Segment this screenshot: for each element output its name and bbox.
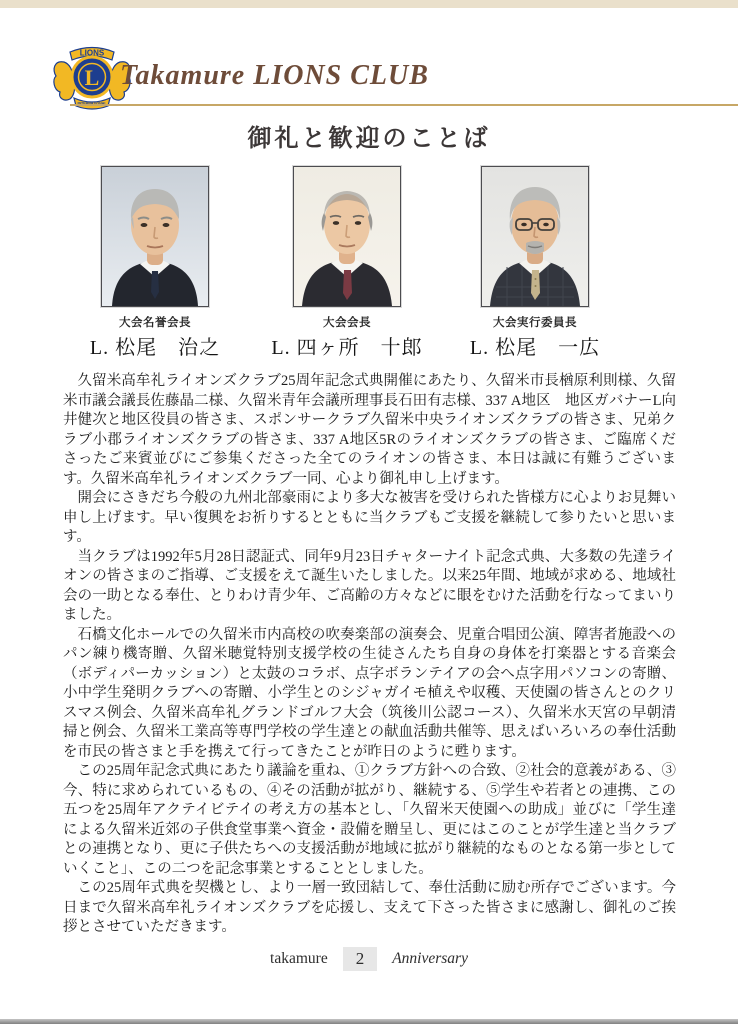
paragraph: この25周年式典を契機とし、より一層一致団結して、奉仕活動に励む所存でございます。今日まで久留米高牟礼ライオンズクラブを応援し、支えて下さった皆さまに感謝し、御礼のご挨拶とさせていただきます。 xyxy=(63,880,676,935)
officer-name: L. 松尾 治之 xyxy=(89,337,221,359)
club-script-title: Takamure LIONS CLUB xyxy=(120,60,429,91)
officer-role: 大会会長 xyxy=(323,317,371,329)
officer-column-executive-chair xyxy=(440,166,630,360)
footer-publication-label: takamure xyxy=(270,950,328,967)
paragraph: この25周年記念式典にあたり議論を重ね、①クラブ方針への合致、②社会的意義がある、③今、特に求められているもの、④その活動が拡がり、継続する、⑤学生や若者との連携、この五つを25周年アクテイビテイの考え方の基本とし、「久留米天使園への助成」並びに「学生達による久留米近郊の子供食堂事業へ資金・設備を贈呈し、更にはこのことが学生達と当クラブとの連携となり、更に子供たちへの支援活動が地域に拡がり継続的なものとなる第一歩としていくこと」、この二つを記念事業とすることとしました。 xyxy=(63,763,676,877)
paragraph: 久留米高牟礼ライオンズクラブ25周年記念式典開催にあたり、久留米市長楢原利則様、久留米市議会議長佐藤晶二様、久留米青年会議所理事長石田有志様、337 A地区 地区ガバナーL向井健次と地区役員の皆さま、スポンサークラブ久留米中央ライオンズクラブの皆さま、兄弟クラブ小郡ライオンズクラブの皆さま、337 A地区5Rのライオンズクラブの皆さま、ご臨席くださったご来賓並びにご参集くださった全てのライオンの皆さま、本日は誠に有難うございます。久留米高牟礼ライオンズクラブ一同、心より御礼申し上げます。 xyxy=(63,373,676,487)
greeting-body-text xyxy=(63,372,676,938)
page-title: 御礼と歓迎のことば xyxy=(247,126,491,152)
officer-portrait-photo xyxy=(101,166,209,307)
header xyxy=(0,8,738,108)
page-footer xyxy=(0,944,738,974)
logo-letter-l: L xyxy=(84,65,100,90)
page-top-edge-strip xyxy=(0,0,738,8)
paragraph: 石橋文化ホールでの久留米市内高校の吹奏楽部の演奏会、児童合唱団公演、障害者施設へのパン練り機寄贈、久留米聴覚特別支援学校の生徒さんたち自身の身体を打楽器とする音楽会（ボディパーカッション）と太鼓のコラボ、点字ボランテイアの会へ点字用パソコンの寄贈、小中学生発明クラブへの寄贈、小学生とのシジャガイモ植えや収穫、天使園の皆さんとのクリスマス例会、久留米高牟礼グランドゴルフ大会（筑後川公認コース）、久留米水天宮の早朝清掃と例会、久留米工業高等専門学校の学生達との献血活動共催等、思えばいろいろの奉仕活動を市民の皆さまと手を携えて行ってきたことが昨日のように甦ります。 xyxy=(63,626,676,760)
officer-column-convention-chair xyxy=(252,166,442,360)
officer-column-honorary-chair xyxy=(60,166,250,360)
paragraph: 当クラブは1992年5月28日認証式、同年9月23日チャターナイト記念式典、大多数の先達ライオンの皆さまのご指導、ご支援をえて誕生いたしました。以来25年間、地域が求める、地域社会の一助となる奉仕、とりわけ青少年、ご高齢の方々などに眼をむけた活動を行なってまいりました。 xyxy=(63,548,676,623)
page-number-badge: 2 xyxy=(343,947,378,971)
page-bottom-edge-strip xyxy=(0,1019,738,1024)
paragraph: 開会にさきだち今般の九州北部豪雨により多大な被害を受けられた皆様方に心よりお見舞い申し上げます。早い復興をお祈りするとともに当クラブもご支援を継続して参りたいと思います。 xyxy=(63,490,676,545)
officer-portrait-photo xyxy=(481,166,589,307)
footer-anniversary-label: Anniversary xyxy=(392,950,468,967)
officer-role: 大会実行委員長 xyxy=(493,317,577,329)
officer-name: L. 四ヶ所 十郎 xyxy=(271,337,423,359)
officer-role: 大会名誉会長 xyxy=(119,317,191,329)
officer-portrait-photo xyxy=(293,166,401,307)
header-gold-rule xyxy=(70,104,738,106)
officer-name: L. 松尾 一広 xyxy=(469,337,601,359)
logo-top-text: LIONS xyxy=(79,48,105,58)
